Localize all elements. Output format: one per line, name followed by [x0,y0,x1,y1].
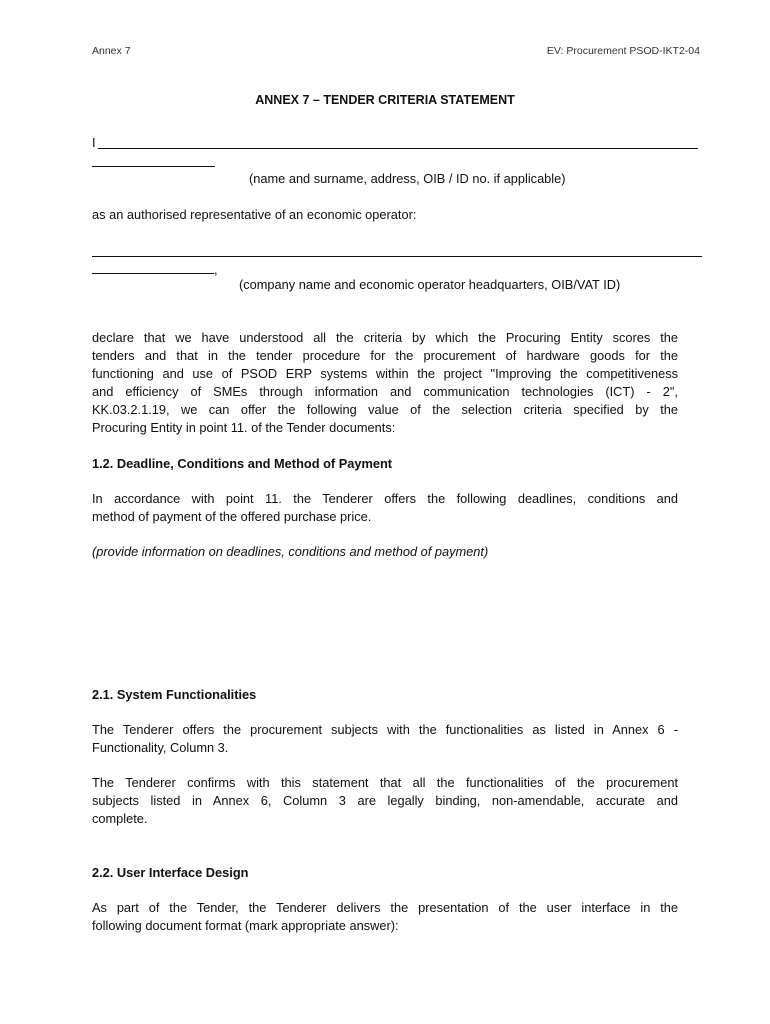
section-1-2-note: (provide information on deadlines, conditions and method of payment) [92,544,489,559]
company-trailing-comma: , [214,262,218,277]
signatory-caption: (name and surname, address, OIB / ID no. if applicable) [249,171,566,186]
paragraph-line: Functionality, Column 3. [92,740,229,755]
declaration-line: and efficiency of SMEs through information and communication technologies (ICT) - 2", [92,384,678,399]
paragraph-line: following document format (mark appropriate answer): [92,918,399,933]
company-line-1[interactable] [92,256,702,257]
header-left: Annex 7 [92,45,131,57]
section-2-1-paragraph-1 [92,721,678,757]
section-1-2-heading: 1.2. Deadline, Conditions and Method of Payment [92,456,393,471]
signatory-name-line-2[interactable] [92,166,215,167]
section-2-1-heading: 2.1. System Functionalities [92,687,257,702]
section-1-2-paragraph [92,490,678,526]
paragraph-line: The Tenderer offers the procurement subjects with the functionalities as listed in Annex 6 - [92,722,678,737]
declaration-line: Procuring Entity in point 11. of the Tender documents: [92,420,396,435]
header-right: EV: Procurement PSOD-IKT2-04 [546,45,700,57]
signatory-prefix: I [92,135,96,150]
section-2-2-heading: 2.2. User Interface Design [92,865,249,880]
representative-text: as an authorised representative of an economic operator: [92,207,417,222]
company-line-2[interactable] [92,273,214,274]
signatory-name-line-1[interactable] [98,148,698,149]
section-2-2-paragraph [92,899,678,935]
declaration-line: KK.03.2.1.19, we can offer the following value of the selection criteria specified by the [92,402,678,417]
section-2-1-paragraph-2 [92,774,678,828]
declaration-paragraph [92,329,678,437]
paragraph-line: method of payment of the offered purchase price. [92,509,372,524]
paragraph-line: The Tenderer confirms with this statement that all the functionalities of the procurement [92,775,678,790]
paragraph-line: complete. [92,811,148,826]
paragraph-line: subjects listed in Annex 6, Column 3 are legally binding, non-amendable, accurate and [92,793,678,808]
declaration-line: declare that we have understood all the criteria by which the Procuring Entity scores the [92,330,678,345]
declaration-line: tenders and that in the tender procedure for the procurement of hardware goods for the [92,348,678,363]
declaration-line: functioning and use of PSOD ERP systems within the project "Improving the competitiveness [92,366,678,381]
paragraph-line: In accordance with point 11. the Tenderer offers the following deadlines, conditions and [92,491,678,506]
paragraph-line: As part of the Tender, the Tenderer delivers the presentation of the user interface in the [92,900,678,915]
page-title: ANNEX 7 – TENDER CRITERIA STATEMENT [255,93,515,107]
company-caption: (company name and economic operator headquarters, OIB/VAT ID) [239,277,621,292]
